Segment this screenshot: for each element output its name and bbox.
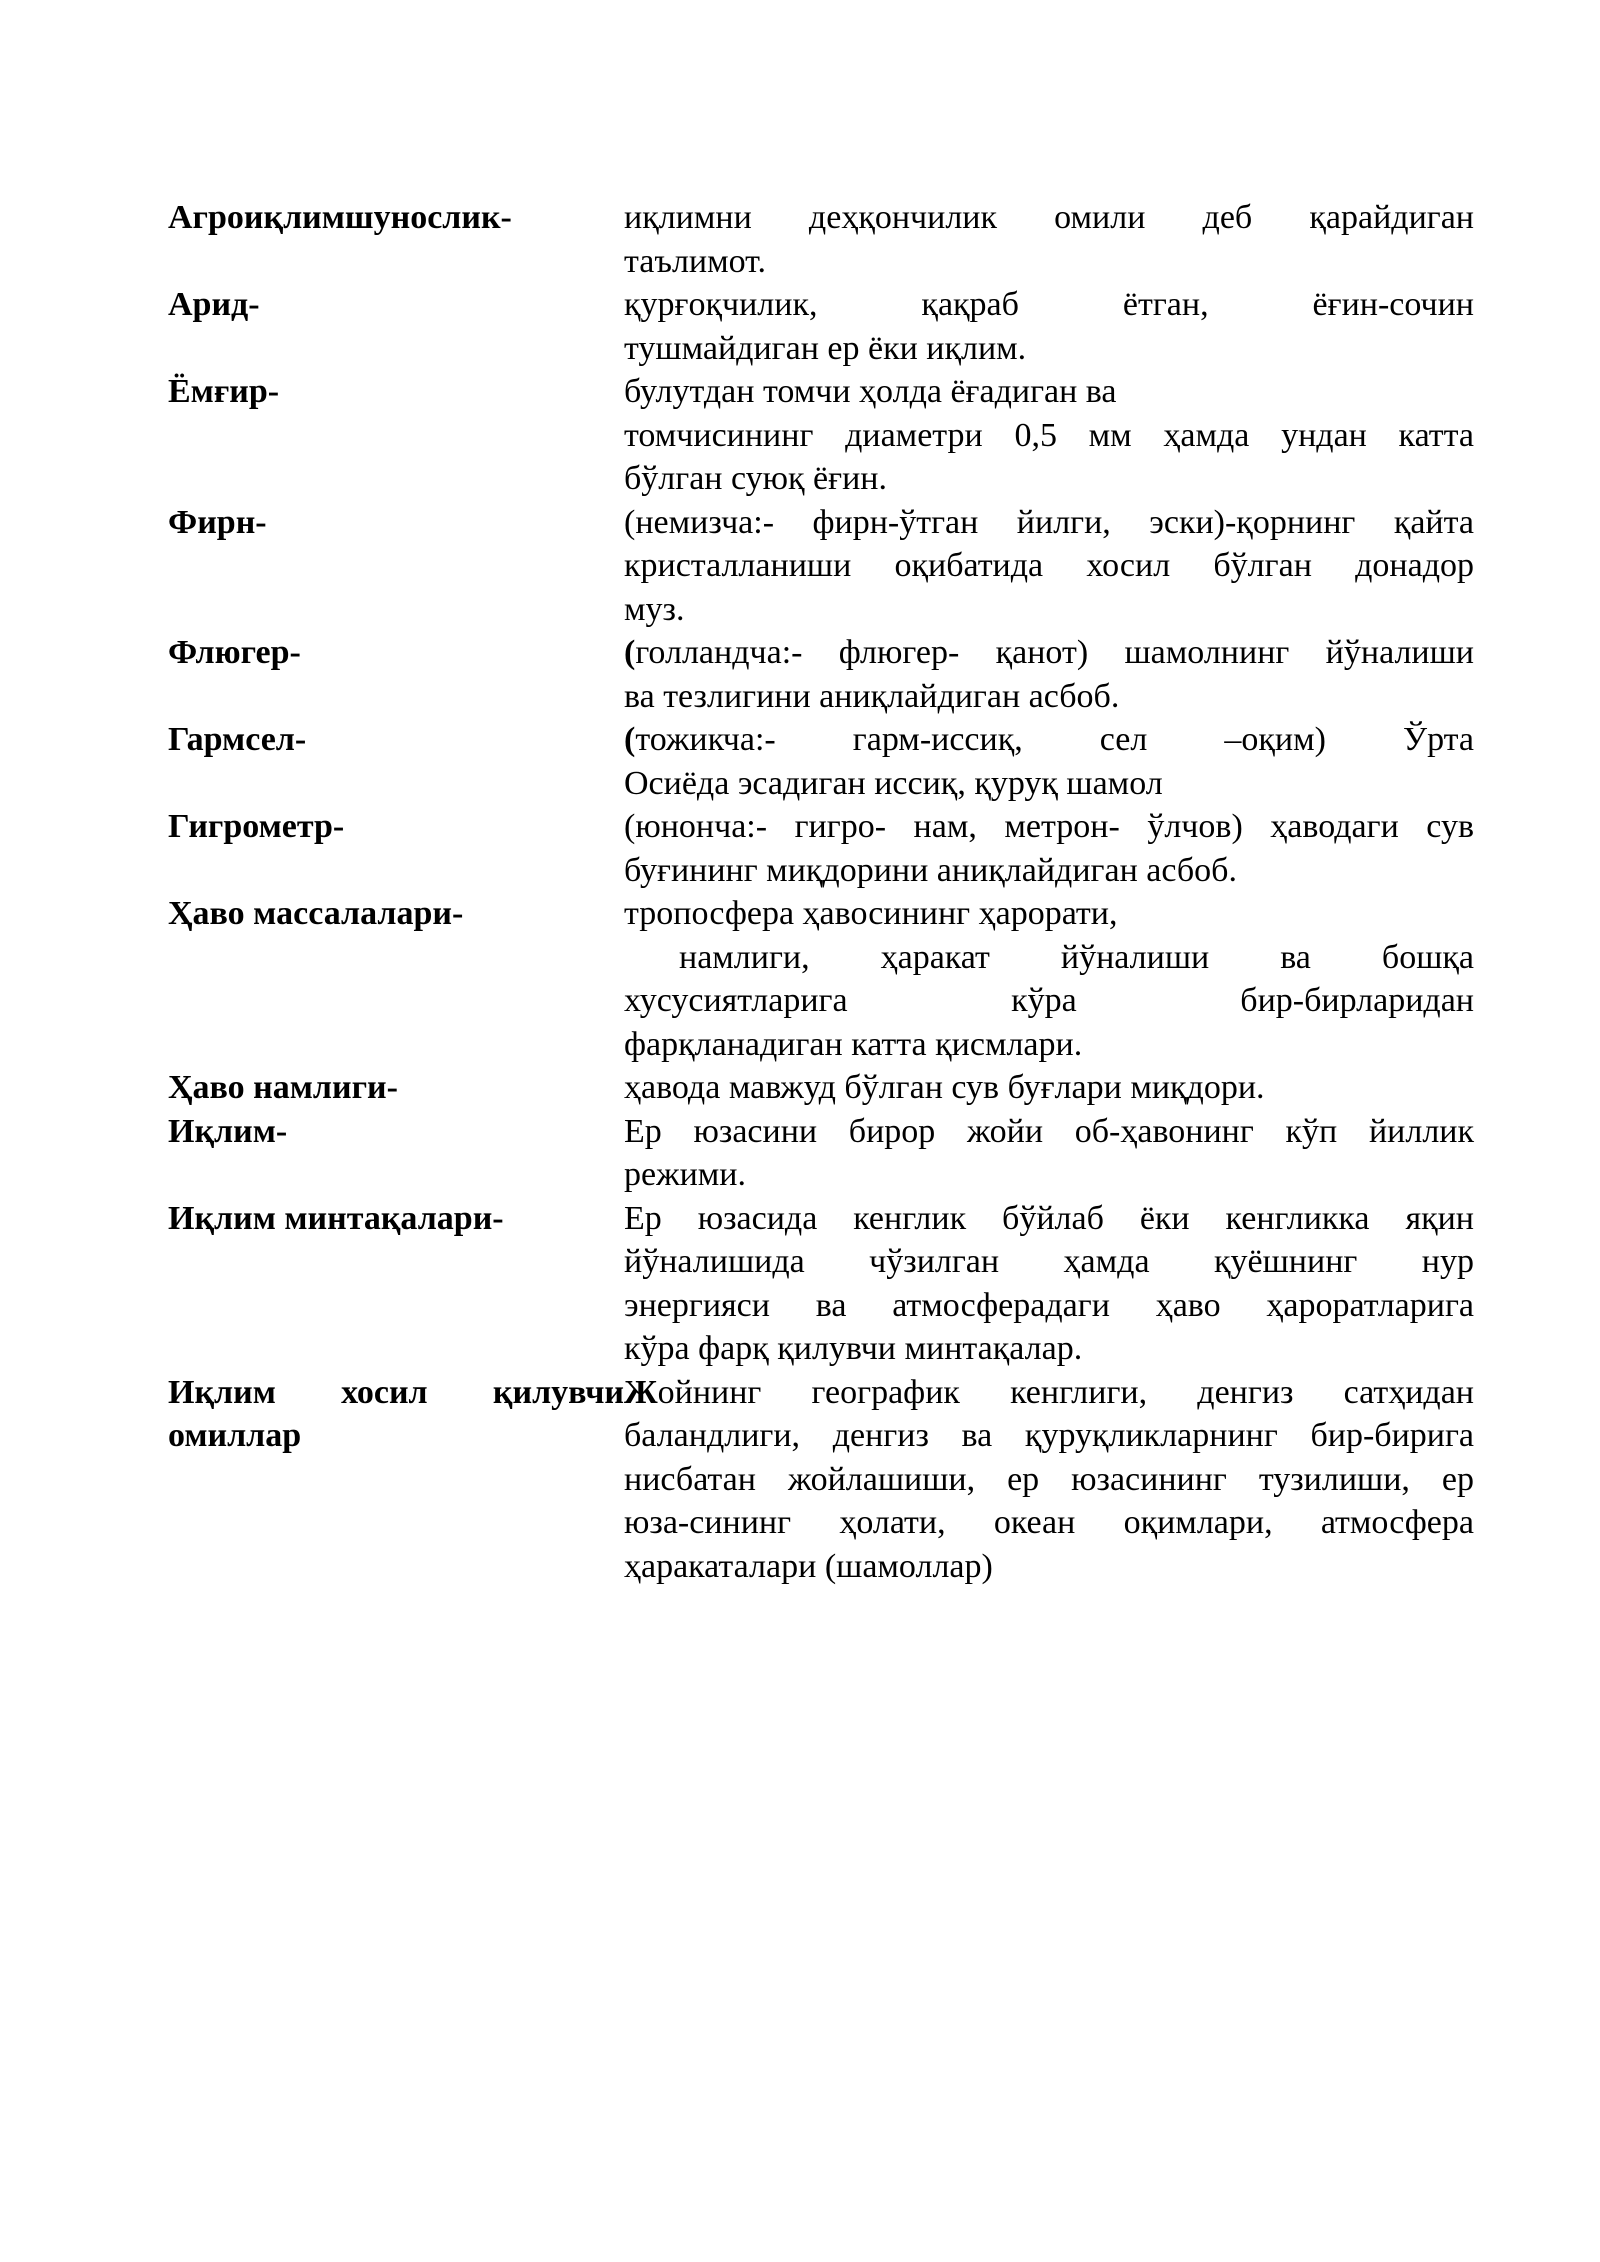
term: Гигрометр- [168, 808, 345, 845]
definition-line: булутдан томчи ҳолда ёғадиган ва [624, 373, 1117, 410]
glossary-entry [168, 631, 1474, 718]
glossary-entry [168, 1066, 1474, 1110]
glossary-entry [168, 718, 1474, 805]
definition-line: муз. [624, 590, 685, 628]
term: Арид- [168, 286, 260, 323]
term: Ҳаво намлиги- [168, 1069, 398, 1106]
definition-line: режими. [624, 1156, 746, 1193]
definition-line: тушмайдиган ер ёки иқлим. [624, 329, 1027, 367]
definition-text: ойнинг географик кенглиги, денгиз сатҳидан [657, 1373, 1474, 1411]
definition-line: хусусиятларига кўра бир-бирларидан [624, 982, 1474, 1019]
term: Флюгер- [168, 634, 301, 671]
definition-line: йўналишида чўзилган ҳамда қуёшнинг нур [624, 1243, 1474, 1280]
glossary-entry [168, 196, 1474, 283]
definition-line: томчисининг диаметри 0,5 мм ҳамда ундан катта [624, 416, 1474, 454]
glossary-entry [168, 370, 1474, 501]
glossary-entry [168, 283, 1474, 370]
definition-line: буғининг миқдорини аниқлайдиган асбоб. [624, 851, 1237, 889]
definition-line [624, 718, 1474, 762]
term: Гармсел- [168, 721, 307, 758]
definition-line [624, 1371, 1474, 1415]
definition-line: кристалланиши оқибатида хосил бўлган донадор [624, 547, 1474, 584]
definition-line: таълимот. [624, 242, 766, 280]
glossary [168, 196, 1474, 1588]
definition [624, 892, 1474, 1066]
definition-line: қурғоқчилик, қақраб ётган, ёғин-сочин [624, 286, 1474, 323]
term: Иқлим хосил қилувчи омиллар [168, 1373, 624, 1454]
definition-line: кўра фарқ қилувчи минтақалар. [624, 1330, 1083, 1367]
glossary-entry [168, 1110, 1474, 1197]
definition-lead: Ж [624, 1373, 658, 1411]
definition [624, 370, 1474, 501]
definition-line: юза-сининг ҳолати, океан оқимлари, атмосфера [624, 1504, 1474, 1541]
definition [624, 718, 1474, 805]
definition [624, 196, 1474, 283]
definition-line: Осиёда эсадиган иссиқ, қуруқ шамол [624, 764, 1163, 802]
definition [624, 501, 1474, 632]
definition-text: голландча:- флюгер- қанот) шамолнинг йўналиши [635, 634, 1474, 671]
definition [624, 1197, 1474, 1371]
definition [624, 1066, 1474, 1110]
glossary-entry [168, 501, 1474, 632]
definition-text: тожикча:- гарм-иссиқ, сел –оқим) Ўрта [635, 721, 1474, 758]
definition [624, 631, 1474, 718]
term: Иқлим- [168, 1112, 288, 1150]
definition-line: бўлган суюқ ёғин. [624, 460, 887, 497]
definition-line: (юнонча:- гигро- нам, метрон- ўлчов) ҳаводаги сув [624, 808, 1474, 845]
definition [624, 805, 1474, 892]
definition-line: баландлиги, денгиз ва қуруқликларнинг бир-бирига [624, 1417, 1474, 1454]
glossary-entry [168, 1371, 1474, 1589]
definition-line: Ер юзасини бирор жойи об-ҳавонинг кўп йиллик [624, 1112, 1474, 1150]
definition-line: (немизча:- фирн-ўтган йилги, эски)-қорнинг қайта [624, 503, 1474, 541]
definition-line: тропосфера ҳавосининг ҳарорати, [624, 895, 1118, 932]
term: Агроиқлимшунослик- [168, 199, 512, 236]
definition [624, 1371, 1474, 1589]
definition-line: ҳаракаталари (шамоллар) [624, 1547, 993, 1585]
definition-line: нисбатан жойлашиши, ер юзасининг тузилиши, ер [624, 1460, 1474, 1498]
term: Ёмғир- [168, 373, 280, 410]
term: Фирн- [168, 503, 267, 541]
glossary-entry [168, 805, 1474, 892]
definition-line: ҳавода мавжуд бўлган сув буғлари миқдори. [624, 1069, 1265, 1106]
definition [624, 283, 1474, 370]
definition-lead: ( [624, 634, 636, 671]
term: Ҳаво массалалари- [168, 895, 464, 932]
definition-line: ва тезлигини аниқлайдиган асбоб. [624, 677, 1120, 715]
definition-line: энергияси ва атмосферадаги ҳаво ҳароратларига [624, 1286, 1474, 1324]
definition-lead: ( [624, 721, 636, 758]
definition [624, 1110, 1474, 1197]
definition-line: иқлимни деҳқончилик омили деб қарайдиган [624, 199, 1474, 236]
definition-line: намлиги, ҳаракат йўналиши ва бошқа [679, 938, 1474, 976]
definition-line [624, 631, 1474, 675]
glossary-entry [168, 1197, 1474, 1371]
term: Иқлим минтақалари- [168, 1199, 504, 1237]
definition-line: фарқланадиган катта қисмлари. [624, 1025, 1083, 1063]
definition-line: Ер юзасида кенглик бўйлаб ёки кенгликка яқин [624, 1199, 1474, 1237]
glossary-entry [168, 892, 1474, 1066]
